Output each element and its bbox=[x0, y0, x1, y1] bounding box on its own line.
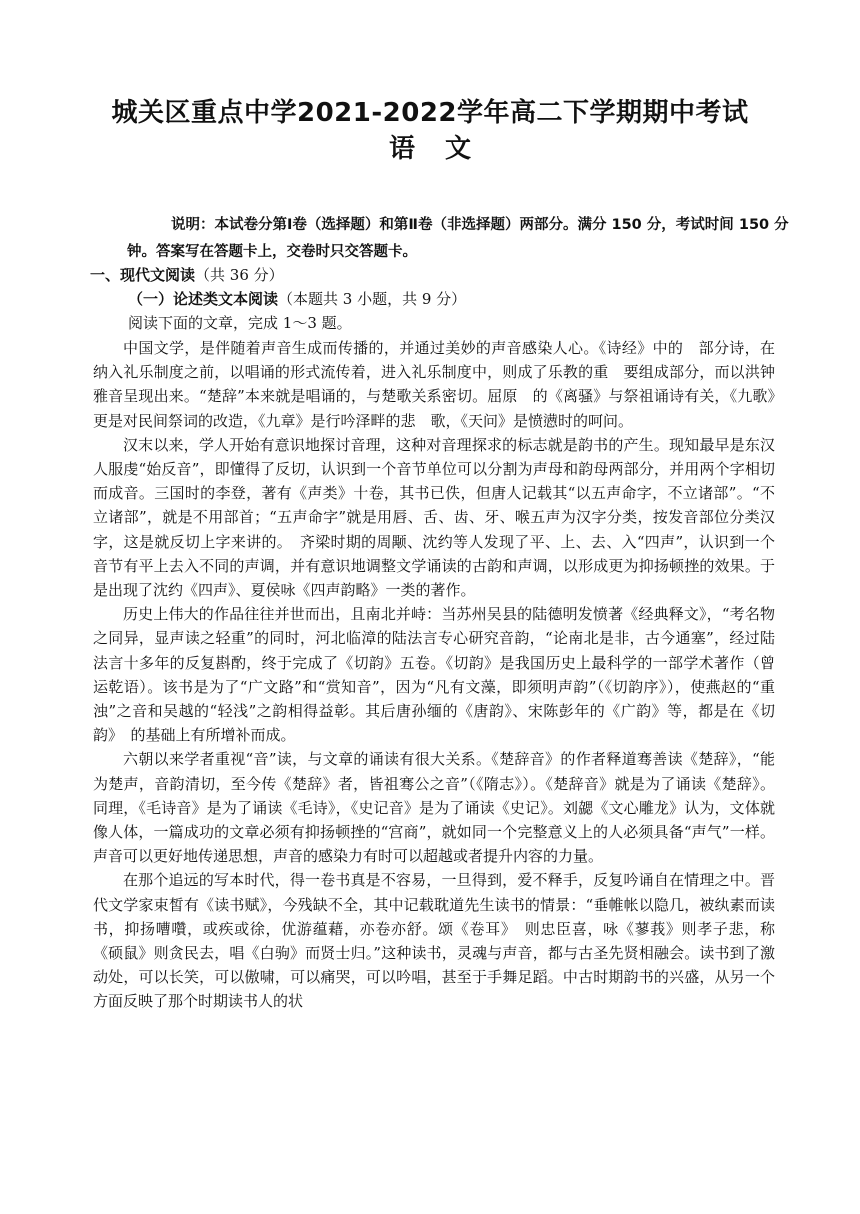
exam-notice: 说明：本试卷分第Ⅰ卷（选择题）和第Ⅱ卷（非选择题）两部分。满分 150 分，考试时间 150 分钟。答案写在答题卡上，交卷时只交答题卡。 bbox=[127, 217, 789, 260]
article-paragraph: 历史上伟大的作品往往并世而出，且南北并峙：当苏州吴县的陆德明发愤著《经典释文》，“考名物之同异，显声读之轻重”的同时，河北临漳的陆法言专心研究音韵，“论南北是非，古今通塞”，经过陆法言十多年的反复斟酌，终于完成了《切韵》五卷。《切韵》是我国历史上最科学的一部学术著作（曾运乾语）。该书是为了“广文路”和“赏知音”，因为“凡有文藻，即须明声韵”（《切韵序》），使燕赵的“重浊”之音和吴越的“轻浅”之韵相得益彰。其后唐孙缅的《唐韵》、宋陈彭年的《广韵》等，都是在《切韵》 的基础上有所增补而成。 bbox=[93, 605, 775, 745]
section-title: 一、现代文阅读 bbox=[90, 266, 196, 284]
subsection-title: （一）论述类文本阅读 bbox=[128, 290, 279, 308]
article-paragraph: 中国文学，是伴随着声音生成而传播的，并通过美妙的声音感染人心。《诗经》中的 部分诗，在纳入礼乐制度之前，以唱诵的形式流传着，进入礼乐制度中，则成了乐教的重 要组成部分，而以洪钟雅音呈现出来。“楚辞”本来就是唱诵的，与楚歌关系密切。屈原 的《离骚》与祭祖诵诗有关，《九歌》更是对民间祭词的改造，《九章》是行吟泽畔的悲 歌，《天问》是愤懑时的呵问。 bbox=[93, 339, 775, 430]
section-heading bbox=[90, 264, 284, 285]
subsection-score: （本题共 3 小题，共 9 分） bbox=[278, 290, 467, 308]
subsection-heading bbox=[128, 288, 466, 309]
article-paragraph: 在那个追远的写本时代，得一卷书真是不容易，一旦得到，爱不释手，反复吟诵自在情理之中。晋代文学家束皙有《读书赋》，今残缺不全，其中记载耽道先生读书的情景：“垂帷帐以隐几，被纨素而读书，抑扬嘈囋，或疾或徐，优游蕴藉，亦卷亦舒。颂《卷耳》 则忠臣喜，咏《蓼莪》则孝子悲，称《硕鼠》则贪民去，唱《白驹》而贤士归。”这种读书，灵魂与声音，都与古圣先贤相融会。读书到了激动处，可以长笑，可以傲啸，可以痛哭，可以吟唱，甚至于手舞足蹈。中古时期韵书的兴盛，从另一个方面反映了那个时期读书人的状 bbox=[93, 871, 775, 1011]
article-body bbox=[93, 336, 775, 1014]
article-paragraph: 六朝以来学者重视“音”读，与文章的诵读有很大关系。《楚辞音》的作者释道骞善读《楚辞》，“能为楚声，音韵清切，至今传《楚辞》者，皆祖骞公之音”（《隋志》）。《楚辞音》就是为了诵读《楚辞》。同理，《毛诗音》是为了诵读《毛诗》，《史记音》是为了诵读《史记》。刘勰《文心雕龙》认为，文体就像人体，一篇成功的文章必须有抑扬顿挫的“宫商”，就如同一个完整意义上的人必须具备“声气”一样。声音可以更好地传递思想，声音的感染力有时可以超越或者提升内容的力量。 bbox=[93, 750, 775, 866]
subject-title: 语文 bbox=[388, 134, 501, 164]
exam-title: 城关区重点中学2021-2022学年高二下学期期中考试 bbox=[111, 98, 749, 128]
article-paragraph: 汉末以来，学人开始有意识地探讨音理，这种对音理探求的标志就是韵书的产生。现知最早是东汉人服虔“始反音”，即懂得了反切，认识到一个音节单位可以分割为声母和韵母两部分，并用两个字相切而成音。三国时的李登，著有《声类》十卷，其书已佚，但唐人记载其“以五声命字，不立诸部”。“不立诸部”，就是不用部首；“五声命字”就是用唇、舌、齿、牙、喉五声为汉字分类，按发音部位分类汉字，这是就反切上字来讲的。 齐梁时期的周颙、沈约等人发现了平、上、去、入“四声”，认识到一个音节有平上去入不同的声调，并有意识地调整文学诵读的古韵和声调，以形成更为抑扬顿挫的效果。于是出现了沈约《四声》、夏侯咏《四声韵略》一类的著作。 bbox=[93, 435, 775, 600]
reading-instruction: 阅读下面的文章，完成 1～3 题。 bbox=[128, 314, 352, 332]
section-score: （共 36 分） bbox=[195, 266, 284, 284]
